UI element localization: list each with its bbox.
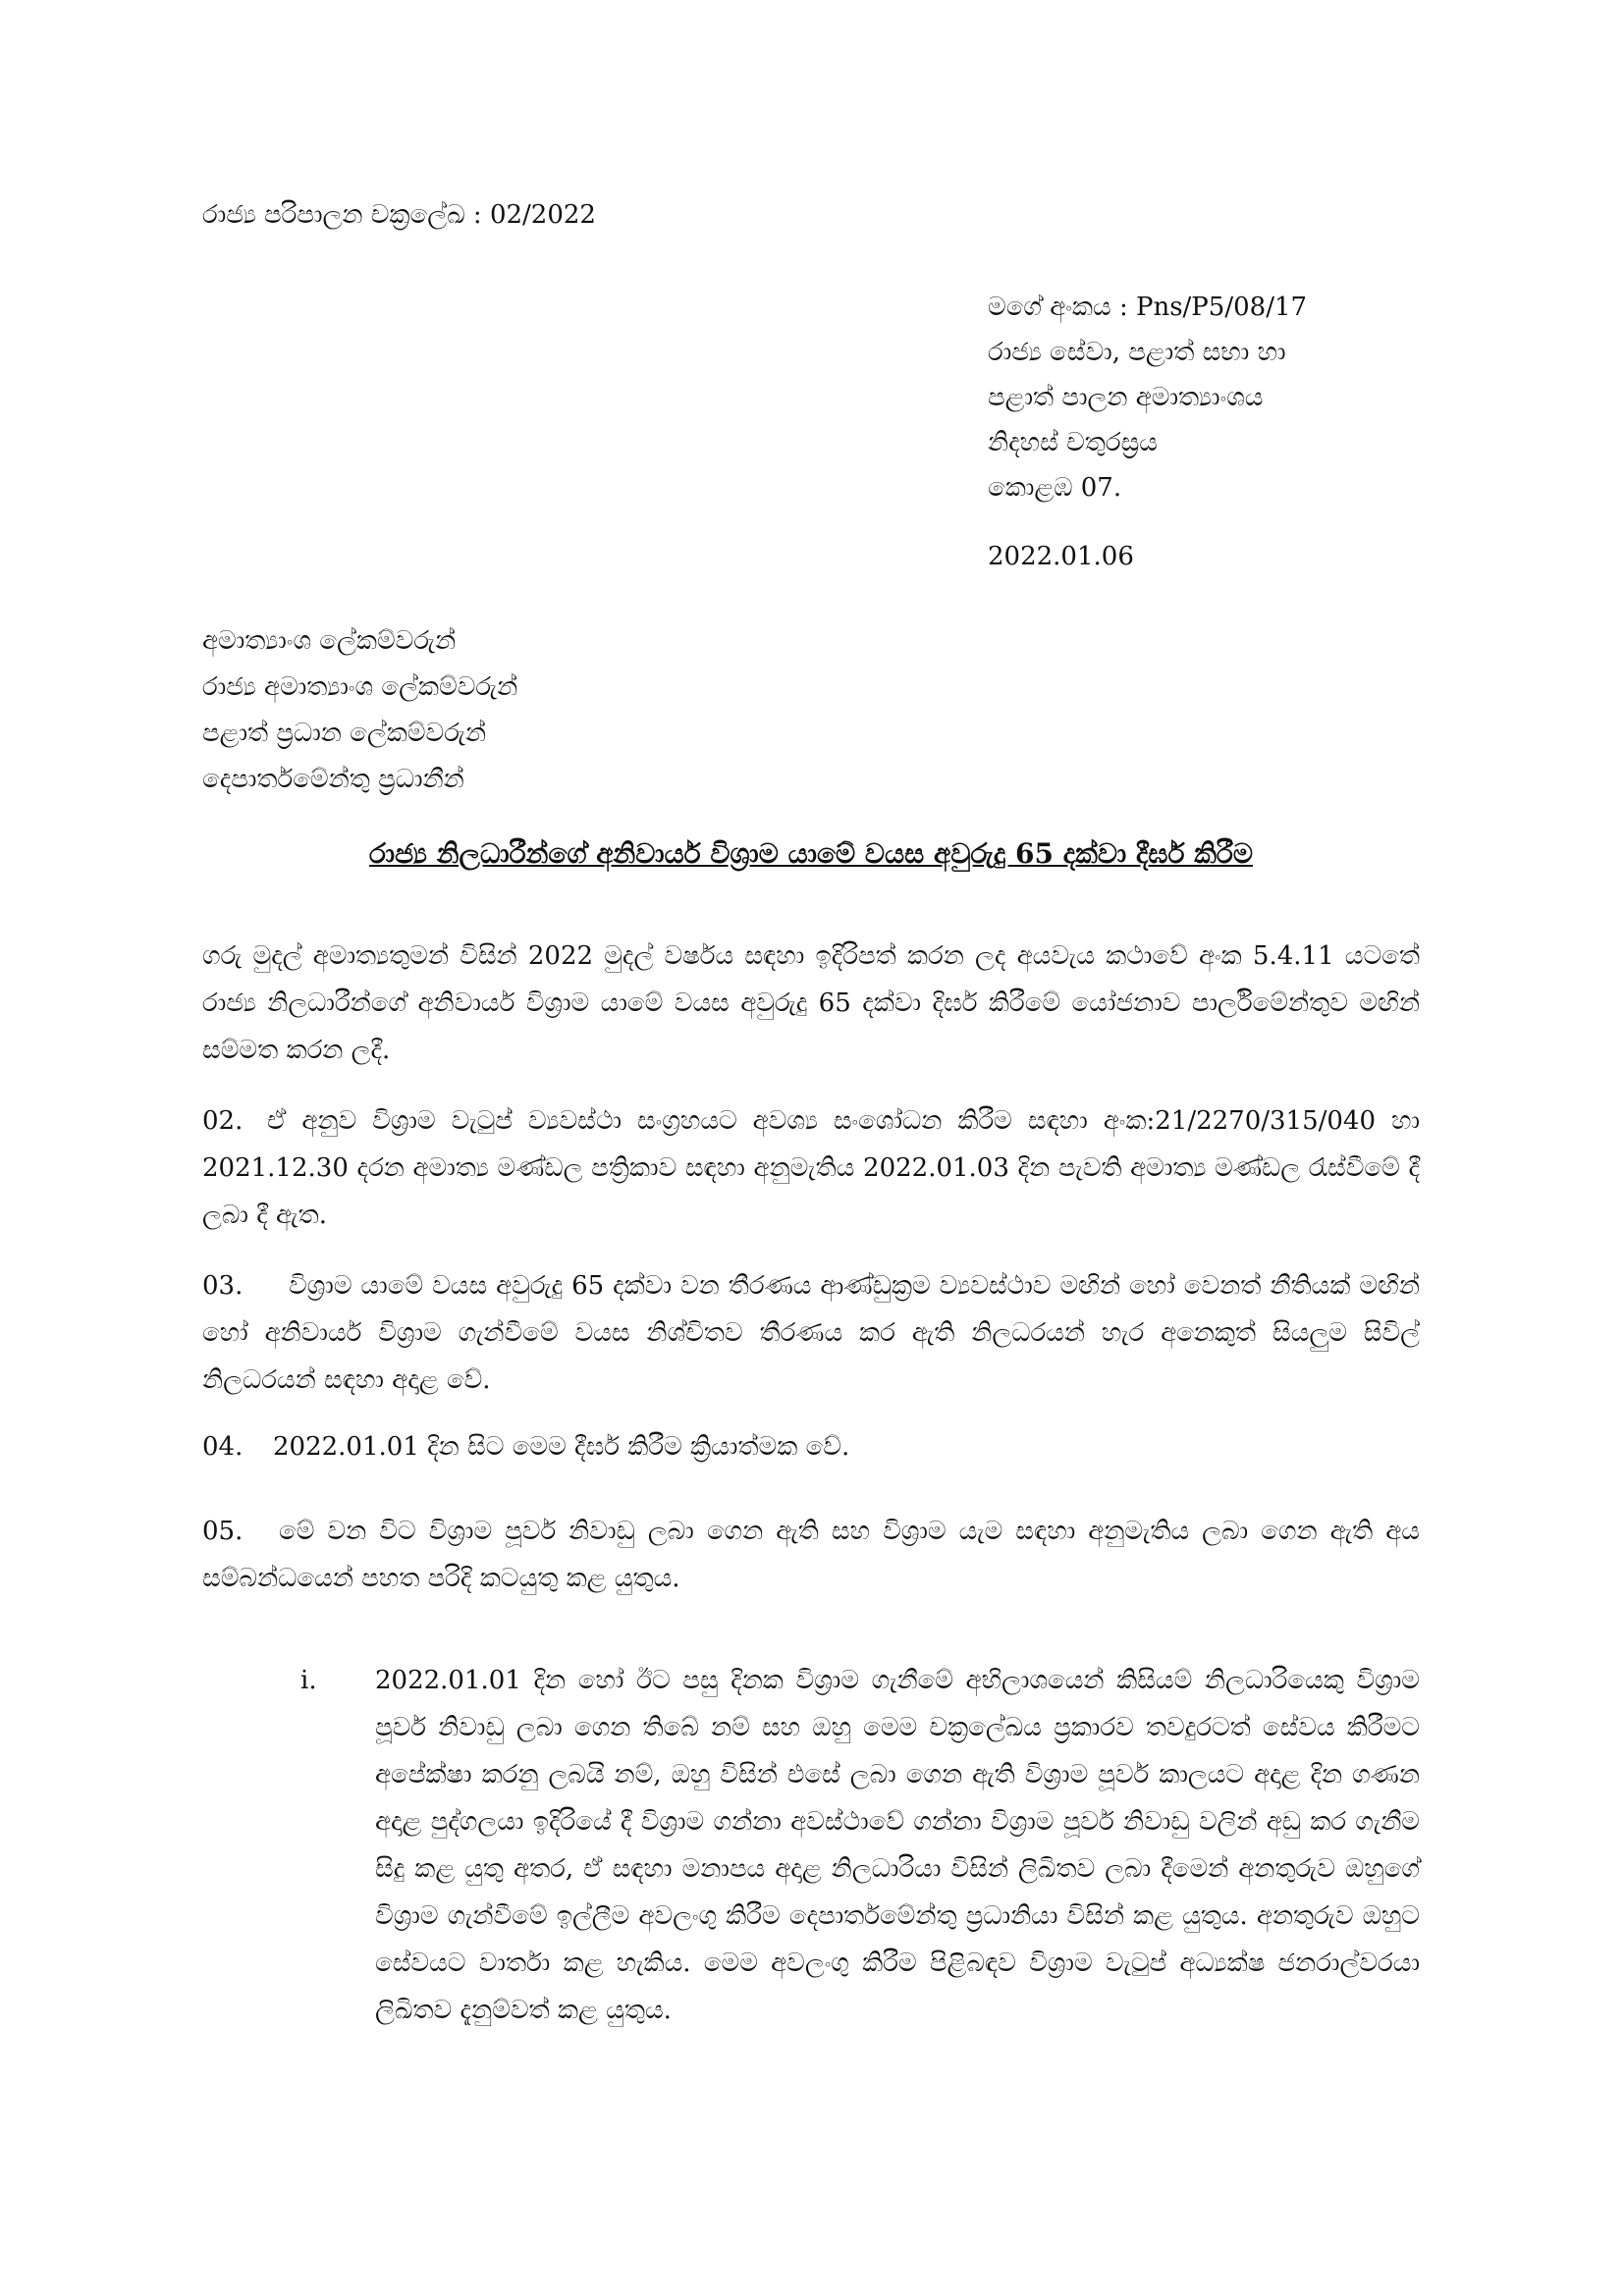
address-line: කොළඹ 07. (988, 473, 1122, 503)
paragraph-text: ඒ අනුව විශ්‍රාම වැටුප් ව්‍යවස්ථා සංග්‍රහයට අවශ්‍ය සංශෝධන කිරීම සඳහා අංක:21/2270/315/040 හා 2021.12.30 දරන අමාත්‍ය මණ්ඩල පත්‍රිකාව සඳහා අනුමැතිය 2022.01.03 දින පැවති අමාත්‍ය මණ්ඩල රැස්වීමේ දී ලබා දී ඇත. (202, 1106, 1420, 1230)
paragraph-number: 02. (202, 1106, 244, 1136)
recipient: දෙපාර්තමේන්තු ප්‍රධානීන් (202, 765, 464, 794)
paragraph-text: 2022.01.01 දින සිට මෙම දීර්ඝ කිරීම ක්‍රියාත්මක වේ. (273, 1432, 850, 1462)
paragraph-intro: ගරු මුදල් අමාත්‍යතුමන් විසින් 2022 මුදල් වර්ෂය සඳහා ඉදිරිපත් කරන ලද අයවැය කථාවේ අංක 5.4.11 යටතේ රාජ්‍ය නිලධාරීන්ගේ අනිවාර්ය විශ්‍රාම යාමේ වයස අවුරුදු 65 දක්වා දිර්ඝ කිරීමේ යෝජනාව පාර්ලිමේන්තුව මඟින් සම්මත කරන ලදී. (202, 941, 1420, 1065)
paragraph-05 (202, 1508, 1420, 1602)
recipient-list (202, 618, 517, 803)
letter-date: 2022.01.06 (988, 542, 1134, 571)
address-line: නිදහස් චතුරස්‍රය (988, 428, 1158, 457)
address-line: පළාත් පාලන අමාත්‍යාංශය (988, 383, 1264, 412)
paragraph-02 (202, 1097, 1420, 1239)
address-line: රාජ්‍ය සේවා, පළාත් සභා හා (988, 338, 1286, 367)
list-item-marker: i. (300, 1666, 317, 1695)
paragraph-number: 04. (202, 1432, 244, 1462)
list-item-text: 2022.01.01 දින හෝ ඊට පසු දිනක විශ්‍රාම ගැනීමේ අභිලාශයෙන් කිසියම් නිලධාරියෙකු විශ්‍රාම පූර්ව නිවාඩු ලබා ගෙන තිබේ නම් සහ ඔහු මෙම චක්‍රලේඛය ප්‍රකාරව තවදුරටත් සේවය කිරීමට අපේක්ෂා කරනු ලබයි නම්, ඔහු විසින් එසේ ලබා ගෙන ඇති විශ්‍රාම පූර්ව කාලයට අදාළ දින ගණන අදාළ පුද්ගලයා ඉදිරියේ දී විශ්‍රාම ගන්නා අවස්ථාවේ ගන්නා විශ්‍රාම පූර්ව නිවාඩු වලින් අඩු කර ගැනීම සිදු කළ යුතු අතර, ඒ සඳහා මනාපය අදාළ නිලධාරියා විසින් ලිඛිතව ලබා දීමෙන් අනතුරුව ඔහුගේ විශ්‍රාම ගැන්වීමේ ඉල්ලීම අවලංගු කිරීම දෙපාර්තමේන්තු ප්‍රධානියා විසින් කළ යුතුය. අනතුරුව ඔහුට සේවයට වාර්තා කළ හැකිය. මෙම අවලංගු කිරීම පිළිබඳව විශ්‍රාම වැටුප් අධ්‍යක්ෂ ජනරාල්වරයා ලිඛිතව දැනුම්වත් කළ යුතුය. (375, 1666, 1420, 2025)
subject-heading: රාජ්‍ය නිලධාරීන්ගේ අනිවාර්ය විශ්‍රාම යාමේ වයස අවුරුදු 65 දක්වා දීර්ඝ කිරීම (368, 837, 1254, 870)
recipient: අමාත්‍යාංශ ලේකම්වරුන් (202, 626, 457, 656)
paragraph-text: විශ්‍රාම යාමේ වයස අවුරුදු 65 දක්වා වන තීරණය ආණ්ඩුක්‍රම ව්‍යවස්ථාව මඟින් හෝ වෙනත් නීතියක් මඟින් හෝ අනිවාර්ය විශ්‍රාම ගැන්වීමේ වයස නිශ්චිතව තීරණය කර ඇති නිලධරයන් හැර අනෙකුත් සියලුම සිවිල් නිලධරයන් සඳහා අදාළ වේ. (202, 1271, 1420, 1395)
paragraph-03 (202, 1262, 1420, 1404)
sender-address (988, 285, 1307, 510)
paragraph-number: 05. (202, 1517, 244, 1546)
paragraph-04 (202, 1423, 1420, 1470)
recipient: රාජ්‍ය අමාත්‍යාංශ ලේකම්වරුන් (202, 672, 518, 702)
paragraph-number: 03. (202, 1271, 244, 1301)
circular-number: රාජ්‍ය පරිපාලන චක්‍රලේඛ : 02/2022 (202, 200, 596, 230)
paragraph-text: මේ වන විට විශ්‍රාම පූර්ව නිවාඩු ලබා ගෙන ඇති සහ විශ්‍රාම යැම සඳහා අනුමැතිය ලබා ගෙන ඇති අය සම්බන්ධයෙන් පහත පරිදි කටයුතු කළ යුතුය. (202, 1517, 1420, 1593)
reference-number: මගේ අංකය : Pns/P5/08/17 (988, 293, 1308, 322)
recipient: පළාත් ප්‍රධාන ලේකම්වරුන් (202, 719, 487, 748)
